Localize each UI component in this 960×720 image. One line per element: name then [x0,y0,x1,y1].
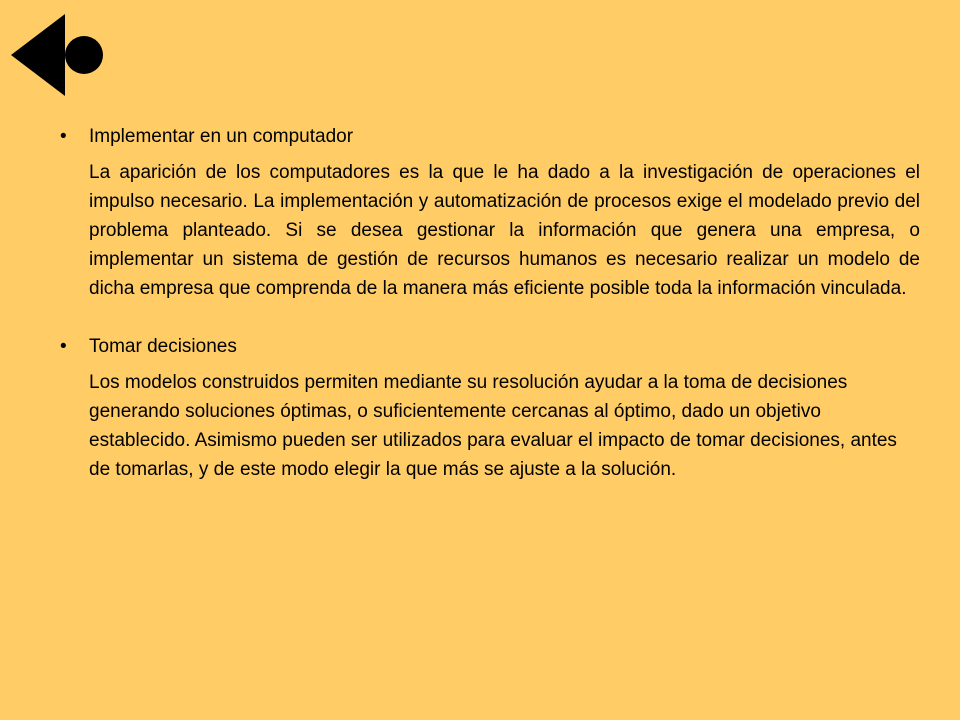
slide-content [60,123,920,514]
section-decisiones [60,333,920,484]
section-heading: Tomar decisiones [89,336,237,357]
section-body: La aparición de los computadores es la que le ha dado a la investigación de operaciones el impulso necesario. La implementación y automatización de procesos exige el modelado previo del problema planteado. Si se desea gestionar la información que genera una empresa, o implementar un sistema de gestión de recursos humanos es necesario realizar un modelo de dicha empresa que comprenda de la manera más eficiente posible toda la información vinculada. [89,162,920,299]
bullet-icon: • [60,336,67,357]
section-implementar [60,123,920,303]
bullet-heading [60,123,920,151]
section-heading: Implementar en un computador [89,126,354,147]
back-navigation-icon[interactable] [11,14,105,96]
section-body: Los modelos construidos permiten mediante su resolución ayudar a la toma de decisiones generando soluciones óptimas, o suficientemente cercanas al óptimo, dado un objetivo establecido. Asimismo pueden ser utilizados para evaluar el impacto de tomar decisiones, antes de tomarlas, y de este modo elegir la que más se ajuste a la solución. [89,372,897,480]
back-arrow-circle-icon [11,14,105,96]
bullet-icon: • [60,126,67,147]
bullet-heading [60,333,920,361]
